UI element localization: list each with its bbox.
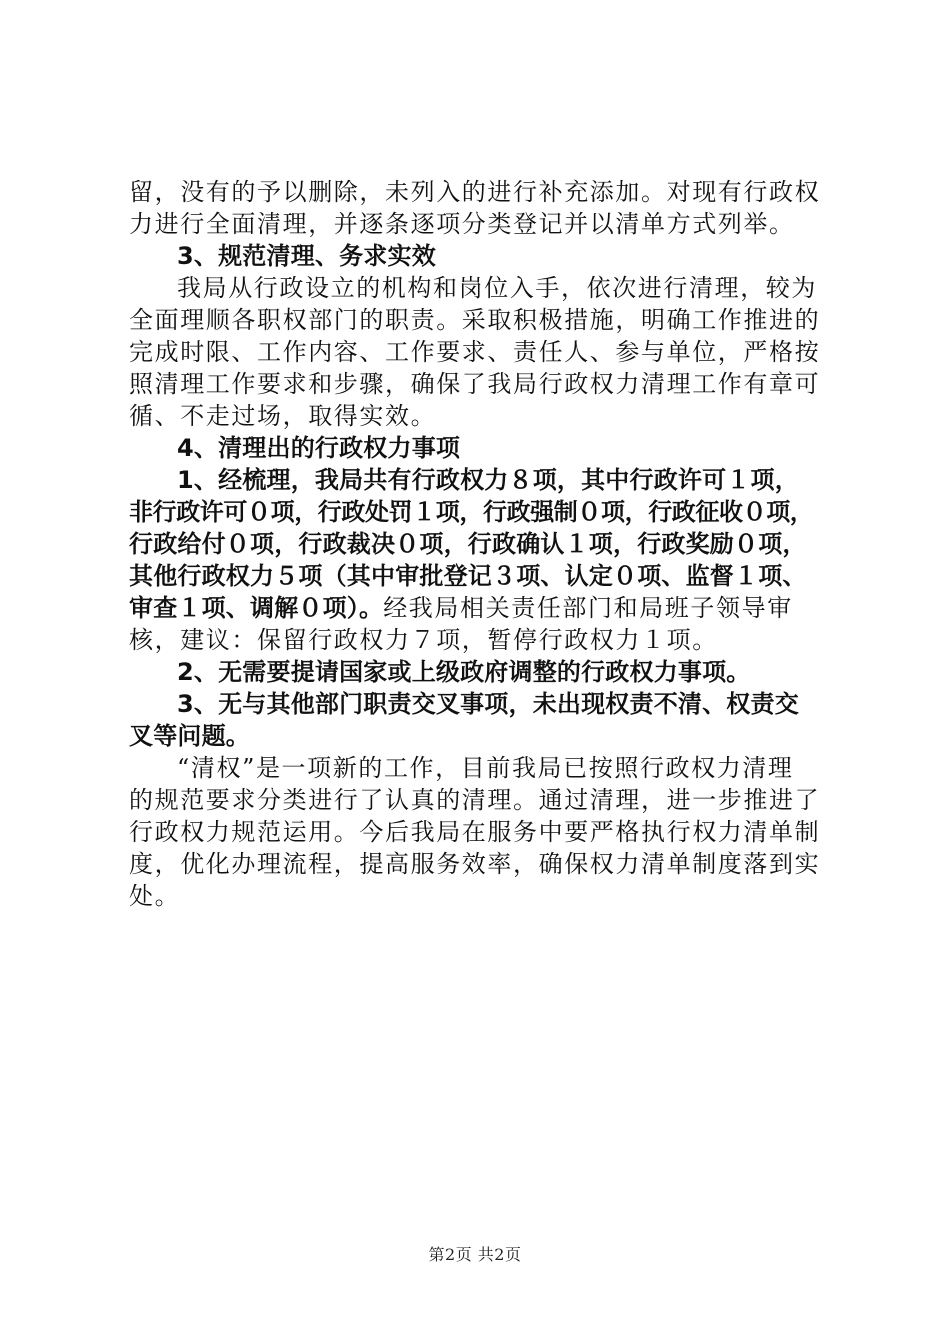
body-text-line: 核，建议：保留行政权力７项，暂停行政权力１项。 (129, 626, 718, 654)
body-text-line-bold: 非行政许可０项，行政处罚１项，行政强制０项，行政征收０项， (129, 498, 814, 526)
body-text-line: 力进行全面清理，并逐条逐项分类登记并以清单方式列举。 (129, 210, 795, 238)
body-text-line: 全面理顺各职权部门的职责。采取积极措施，明确工作推进的 (129, 306, 821, 334)
body-text-line-mixed (129, 592, 829, 624)
body-text-line-bold: 行政给付０项，行政裁决０项，行政确认１项，行政奖励０项， (129, 530, 807, 558)
body-text-line: 处。 (129, 882, 181, 910)
body-text-line-bold: 3、无与其他部门职责交叉事项，未出现权责不清、权责交 (177, 690, 799, 718)
body-text-line: 的规范要求分类进行了认真的清理。通过清理，进一步推进了 (129, 786, 821, 814)
body-text-line: 我局从行政设立的机构和岗位入手，依次进行清理，较为 (177, 274, 817, 302)
body-text-line-bold: 1、经梳理，我局共有行政权力８项，其中行政许可１项， (177, 466, 799, 494)
body-text-line: 留，没有的予以删除，未列入的进行补充添加。对现有行政权 (129, 178, 821, 206)
body-text-line: 循、不走过场，取得实效。 (129, 402, 437, 430)
body-text-line: “清权”是一项新的工作，目前我局已按照行政权力清理 (177, 754, 794, 782)
body-text-segment: 经我局相关责任部门和局班子领导审 (383, 594, 793, 622)
body-text-line-bold: 其他行政权力５项（其中审批登记３项、认定０项、监督１项、 (129, 562, 807, 590)
page-number-footer: 第2页 共2页 (428, 1245, 522, 1264)
body-text-line-bold: 叉等问题。 (129, 722, 250, 750)
body-text-line: 照清理工作要求和步骤，确保了我局行政权力清理工作有章可 (129, 370, 821, 398)
section-heading: 3、规范清理、务求实效 (177, 242, 436, 270)
body-text-line: 度，优化办理流程，提高服务效率，确保权力清单制度落到实 (129, 850, 821, 878)
body-text-line-bold: 2、无需要提请国家或上级政府调整的行政权力事项。 (177, 658, 751, 686)
body-text-segment-bold: 审查１项、调解０项）。 (129, 594, 384, 622)
section-heading: 4、清理出的行政权力事项 (177, 434, 461, 462)
body-text-line: 行政权力规范运用。今后我局在服务中要严格执行权力清单制 (129, 818, 821, 846)
body-text-line: 完成时限、工作内容、工作要求、责任人、参与单位，严格按 (129, 338, 821, 366)
